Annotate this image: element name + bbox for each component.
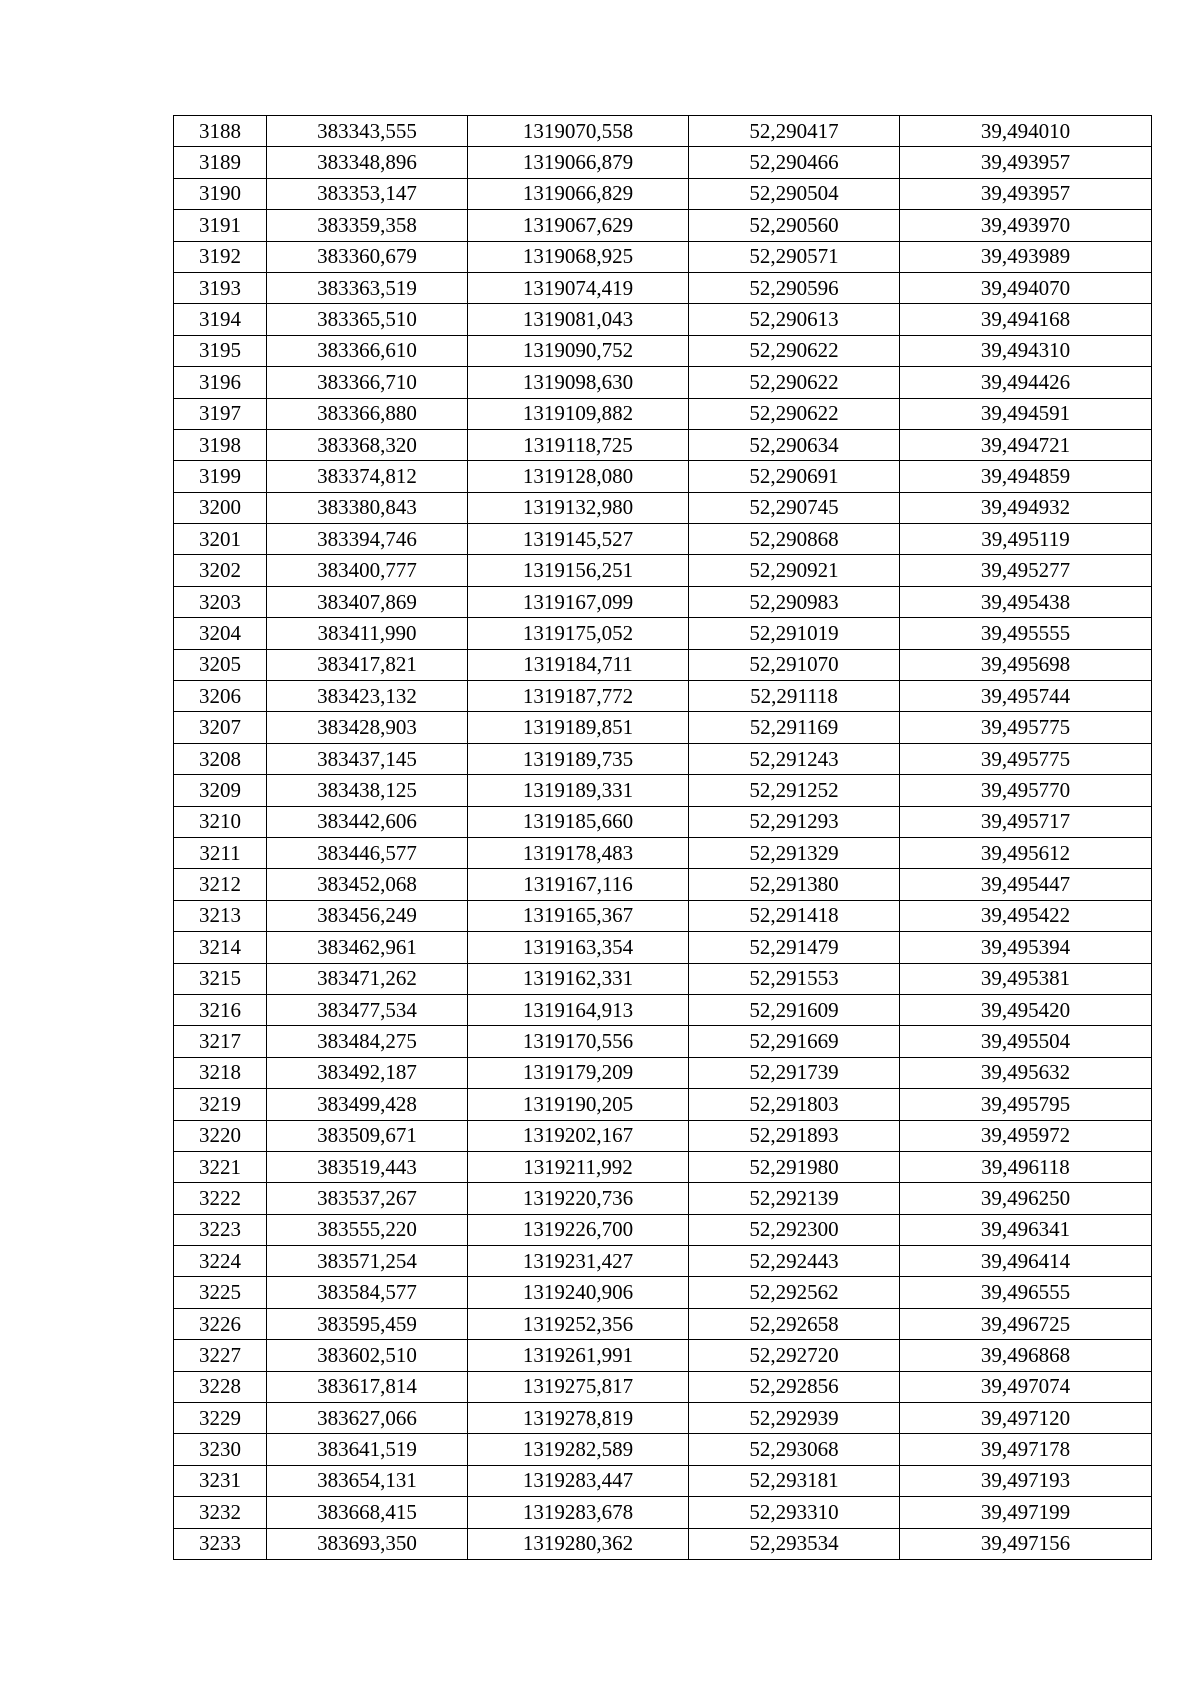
latitude-cell: 52,290868 bbox=[689, 524, 900, 555]
x-coordinate-cell: 383654,131 bbox=[267, 1465, 468, 1496]
longitude-cell: 39,495698 bbox=[900, 649, 1152, 680]
latitude-cell: 52,291609 bbox=[689, 994, 900, 1025]
longitude-cell: 39,495555 bbox=[900, 618, 1152, 649]
x-coordinate-cell: 383438,125 bbox=[267, 775, 468, 806]
x-coordinate-cell: 383668,415 bbox=[267, 1497, 468, 1528]
x-coordinate-cell: 383407,869 bbox=[267, 586, 468, 617]
y-coordinate-cell: 1319261,991 bbox=[468, 1340, 689, 1371]
longitude-cell: 39,495420 bbox=[900, 994, 1152, 1025]
longitude-cell: 39,496414 bbox=[900, 1246, 1152, 1277]
point-number-cell: 3218 bbox=[174, 1057, 267, 1088]
point-number-cell: 3231 bbox=[174, 1465, 267, 1496]
table-row bbox=[174, 241, 1152, 272]
point-number-cell: 3216 bbox=[174, 994, 267, 1025]
longitude-cell: 39,495795 bbox=[900, 1089, 1152, 1120]
point-number-cell: 3200 bbox=[174, 492, 267, 523]
y-coordinate-cell: 1319066,829 bbox=[468, 178, 689, 209]
table-row bbox=[174, 775, 1152, 806]
x-coordinate-cell: 383442,606 bbox=[267, 806, 468, 837]
longitude-cell: 39,497178 bbox=[900, 1434, 1152, 1465]
x-coordinate-cell: 383348,896 bbox=[267, 147, 468, 178]
latitude-cell: 52,292300 bbox=[689, 1214, 900, 1245]
x-coordinate-cell: 383452,068 bbox=[267, 869, 468, 900]
table-row bbox=[174, 304, 1152, 335]
longitude-cell: 39,496725 bbox=[900, 1308, 1152, 1339]
point-number-cell: 3213 bbox=[174, 900, 267, 931]
y-coordinate-cell: 1319109,882 bbox=[468, 398, 689, 429]
point-number-cell: 3227 bbox=[174, 1340, 267, 1371]
table-row bbox=[174, 837, 1152, 868]
table-row bbox=[174, 335, 1152, 366]
longitude-cell: 39,494310 bbox=[900, 335, 1152, 366]
point-number-cell: 3195 bbox=[174, 335, 267, 366]
x-coordinate-cell: 383366,610 bbox=[267, 335, 468, 366]
table-row bbox=[174, 524, 1152, 555]
x-coordinate-cell: 383519,443 bbox=[267, 1151, 468, 1182]
x-coordinate-cell: 383343,555 bbox=[267, 116, 468, 147]
latitude-cell: 52,291980 bbox=[689, 1151, 900, 1182]
table-row bbox=[174, 932, 1152, 963]
table-row bbox=[174, 178, 1152, 209]
y-coordinate-cell: 1319189,735 bbox=[468, 743, 689, 774]
table-row bbox=[174, 1403, 1152, 1434]
table-row bbox=[174, 618, 1152, 649]
table-row bbox=[174, 1434, 1152, 1465]
latitude-cell: 52,290622 bbox=[689, 398, 900, 429]
latitude-cell: 52,291070 bbox=[689, 649, 900, 680]
latitude-cell: 52,293068 bbox=[689, 1434, 900, 1465]
longitude-cell: 39,493957 bbox=[900, 178, 1152, 209]
point-number-cell: 3202 bbox=[174, 555, 267, 586]
y-coordinate-cell: 1319240,906 bbox=[468, 1277, 689, 1308]
x-coordinate-cell: 383360,679 bbox=[267, 241, 468, 272]
longitude-cell: 39,496250 bbox=[900, 1183, 1152, 1214]
longitude-cell: 39,494070 bbox=[900, 272, 1152, 303]
longitude-cell: 39,496555 bbox=[900, 1277, 1152, 1308]
table-row bbox=[174, 147, 1152, 178]
point-number-cell: 3197 bbox=[174, 398, 267, 429]
latitude-cell: 52,292139 bbox=[689, 1183, 900, 1214]
x-coordinate-cell: 383477,534 bbox=[267, 994, 468, 1025]
y-coordinate-cell: 1319231,427 bbox=[468, 1246, 689, 1277]
x-coordinate-cell: 383374,812 bbox=[267, 461, 468, 492]
x-coordinate-cell: 383499,428 bbox=[267, 1089, 468, 1120]
latitude-cell: 52,291243 bbox=[689, 743, 900, 774]
latitude-cell: 52,291803 bbox=[689, 1089, 900, 1120]
table-row bbox=[174, 367, 1152, 398]
longitude-cell: 39,496118 bbox=[900, 1151, 1152, 1182]
y-coordinate-cell: 1319226,700 bbox=[468, 1214, 689, 1245]
latitude-cell: 52,291329 bbox=[689, 837, 900, 868]
y-coordinate-cell: 1319278,819 bbox=[468, 1403, 689, 1434]
latitude-cell: 52,291739 bbox=[689, 1057, 900, 1088]
y-coordinate-cell: 1319165,367 bbox=[468, 900, 689, 931]
point-number-cell: 3232 bbox=[174, 1497, 267, 1528]
point-number-cell: 3198 bbox=[174, 429, 267, 460]
point-number-cell: 3209 bbox=[174, 775, 267, 806]
y-coordinate-cell: 1319070,558 bbox=[468, 116, 689, 147]
longitude-cell: 39,495394 bbox=[900, 932, 1152, 963]
point-number-cell: 3203 bbox=[174, 586, 267, 617]
point-number-cell: 3222 bbox=[174, 1183, 267, 1214]
y-coordinate-cell: 1319202,167 bbox=[468, 1120, 689, 1151]
y-coordinate-cell: 1319178,483 bbox=[468, 837, 689, 868]
table-row bbox=[174, 429, 1152, 460]
latitude-cell: 52,291380 bbox=[689, 869, 900, 900]
point-number-cell: 3188 bbox=[174, 116, 267, 147]
point-number-cell: 3214 bbox=[174, 932, 267, 963]
latitude-cell: 52,290921 bbox=[689, 555, 900, 586]
longitude-cell: 39,495775 bbox=[900, 712, 1152, 743]
x-coordinate-cell: 383437,145 bbox=[267, 743, 468, 774]
point-number-cell: 3196 bbox=[174, 367, 267, 398]
longitude-cell: 39,493957 bbox=[900, 147, 1152, 178]
y-coordinate-cell: 1319167,099 bbox=[468, 586, 689, 617]
x-coordinate-cell: 383471,262 bbox=[267, 963, 468, 994]
x-coordinate-cell: 383456,249 bbox=[267, 900, 468, 931]
longitude-cell: 39,497193 bbox=[900, 1465, 1152, 1496]
table-row bbox=[174, 963, 1152, 994]
y-coordinate-cell: 1319252,356 bbox=[468, 1308, 689, 1339]
latitude-cell: 52,291553 bbox=[689, 963, 900, 994]
latitude-cell: 52,291893 bbox=[689, 1120, 900, 1151]
latitude-cell: 52,293534 bbox=[689, 1528, 900, 1559]
y-coordinate-cell: 1319283,678 bbox=[468, 1497, 689, 1528]
x-coordinate-cell: 383492,187 bbox=[267, 1057, 468, 1088]
longitude-cell: 39,497156 bbox=[900, 1528, 1152, 1559]
table-row bbox=[174, 555, 1152, 586]
latitude-cell: 52,290571 bbox=[689, 241, 900, 272]
point-number-cell: 3220 bbox=[174, 1120, 267, 1151]
longitude-cell: 39,495775 bbox=[900, 743, 1152, 774]
longitude-cell: 39,497120 bbox=[900, 1403, 1152, 1434]
latitude-cell: 52,290560 bbox=[689, 210, 900, 241]
x-coordinate-cell: 383394,746 bbox=[267, 524, 468, 555]
point-number-cell: 3210 bbox=[174, 806, 267, 837]
x-coordinate-cell: 383428,903 bbox=[267, 712, 468, 743]
longitude-cell: 39,495504 bbox=[900, 1026, 1152, 1057]
y-coordinate-cell: 1319170,556 bbox=[468, 1026, 689, 1057]
latitude-cell: 52,291418 bbox=[689, 900, 900, 931]
table-row bbox=[174, 712, 1152, 743]
longitude-cell: 39,494721 bbox=[900, 429, 1152, 460]
longitude-cell: 39,495612 bbox=[900, 837, 1152, 868]
x-coordinate-cell: 383366,880 bbox=[267, 398, 468, 429]
point-number-cell: 3225 bbox=[174, 1277, 267, 1308]
latitude-cell: 52,290596 bbox=[689, 272, 900, 303]
table-row bbox=[174, 210, 1152, 241]
x-coordinate-cell: 383359,358 bbox=[267, 210, 468, 241]
longitude-cell: 39,495744 bbox=[900, 681, 1152, 712]
latitude-cell: 52,293181 bbox=[689, 1465, 900, 1496]
y-coordinate-cell: 1319156,251 bbox=[468, 555, 689, 586]
latitude-cell: 52,291252 bbox=[689, 775, 900, 806]
table-row bbox=[174, 1026, 1152, 1057]
x-coordinate-cell: 383462,961 bbox=[267, 932, 468, 963]
y-coordinate-cell: 1319066,879 bbox=[468, 147, 689, 178]
point-number-cell: 3192 bbox=[174, 241, 267, 272]
x-coordinate-cell: 383353,147 bbox=[267, 178, 468, 209]
latitude-cell: 52,290622 bbox=[689, 335, 900, 366]
y-coordinate-cell: 1319074,419 bbox=[468, 272, 689, 303]
point-number-cell: 3219 bbox=[174, 1089, 267, 1120]
y-coordinate-cell: 1319189,331 bbox=[468, 775, 689, 806]
point-number-cell: 3189 bbox=[174, 147, 267, 178]
point-number-cell: 3215 bbox=[174, 963, 267, 994]
point-number-cell: 3211 bbox=[174, 837, 267, 868]
x-coordinate-cell: 383693,350 bbox=[267, 1528, 468, 1559]
table-row bbox=[174, 1308, 1152, 1339]
x-coordinate-cell: 383602,510 bbox=[267, 1340, 468, 1371]
longitude-cell: 39,494932 bbox=[900, 492, 1152, 523]
table-row bbox=[174, 492, 1152, 523]
x-coordinate-cell: 383368,320 bbox=[267, 429, 468, 460]
x-coordinate-cell: 383641,519 bbox=[267, 1434, 468, 1465]
latitude-cell: 52,290417 bbox=[689, 116, 900, 147]
latitude-cell: 52,292939 bbox=[689, 1403, 900, 1434]
x-coordinate-cell: 383537,267 bbox=[267, 1183, 468, 1214]
y-coordinate-cell: 1319280,362 bbox=[468, 1528, 689, 1559]
table-row bbox=[174, 869, 1152, 900]
table-row bbox=[174, 461, 1152, 492]
longitude-cell: 39,495119 bbox=[900, 524, 1152, 555]
longitude-cell: 39,494168 bbox=[900, 304, 1152, 335]
latitude-cell: 52,290691 bbox=[689, 461, 900, 492]
longitude-cell: 39,495422 bbox=[900, 900, 1152, 931]
y-coordinate-cell: 1319190,205 bbox=[468, 1089, 689, 1120]
y-coordinate-cell: 1319132,980 bbox=[468, 492, 689, 523]
latitude-cell: 52,291669 bbox=[689, 1026, 900, 1057]
latitude-cell: 52,292720 bbox=[689, 1340, 900, 1371]
latitude-cell: 52,292562 bbox=[689, 1277, 900, 1308]
table-row bbox=[174, 1528, 1152, 1559]
y-coordinate-cell: 1319179,209 bbox=[468, 1057, 689, 1088]
table-row bbox=[174, 116, 1152, 147]
table-row bbox=[174, 1277, 1152, 1308]
latitude-cell: 52,291118 bbox=[689, 681, 900, 712]
table-row bbox=[174, 1057, 1152, 1088]
longitude-cell: 39,495770 bbox=[900, 775, 1152, 806]
x-coordinate-cell: 383571,254 bbox=[267, 1246, 468, 1277]
point-number-cell: 3199 bbox=[174, 461, 267, 492]
x-coordinate-cell: 383446,577 bbox=[267, 837, 468, 868]
y-coordinate-cell: 1319283,447 bbox=[468, 1465, 689, 1496]
table-row bbox=[174, 1214, 1152, 1245]
latitude-cell: 52,293310 bbox=[689, 1497, 900, 1528]
latitude-cell: 52,290745 bbox=[689, 492, 900, 523]
latitude-cell: 52,290613 bbox=[689, 304, 900, 335]
longitude-cell: 39,495438 bbox=[900, 586, 1152, 617]
y-coordinate-cell: 1319187,772 bbox=[468, 681, 689, 712]
x-coordinate-cell: 383380,843 bbox=[267, 492, 468, 523]
longitude-cell: 39,496868 bbox=[900, 1340, 1152, 1371]
table-row bbox=[174, 272, 1152, 303]
x-coordinate-cell: 383595,459 bbox=[267, 1308, 468, 1339]
y-coordinate-cell: 1319090,752 bbox=[468, 335, 689, 366]
table-row bbox=[174, 1089, 1152, 1120]
y-coordinate-cell: 1319189,851 bbox=[468, 712, 689, 743]
y-coordinate-cell: 1319145,527 bbox=[468, 524, 689, 555]
y-coordinate-cell: 1319175,052 bbox=[468, 618, 689, 649]
y-coordinate-cell: 1319068,925 bbox=[468, 241, 689, 272]
point-number-cell: 3233 bbox=[174, 1528, 267, 1559]
point-number-cell: 3201 bbox=[174, 524, 267, 555]
x-coordinate-cell: 383411,990 bbox=[267, 618, 468, 649]
x-coordinate-cell: 383400,777 bbox=[267, 555, 468, 586]
longitude-cell: 39,493989 bbox=[900, 241, 1152, 272]
x-coordinate-cell: 383417,821 bbox=[267, 649, 468, 680]
point-number-cell: 3223 bbox=[174, 1214, 267, 1245]
table-row bbox=[174, 1497, 1152, 1528]
longitude-cell: 39,494010 bbox=[900, 116, 1152, 147]
x-coordinate-cell: 383366,710 bbox=[267, 367, 468, 398]
longitude-cell: 39,495277 bbox=[900, 555, 1152, 586]
y-coordinate-cell: 1319275,817 bbox=[468, 1371, 689, 1402]
coordinates-table-body bbox=[174, 116, 1152, 1560]
point-number-cell: 3230 bbox=[174, 1434, 267, 1465]
x-coordinate-cell: 383555,220 bbox=[267, 1214, 468, 1245]
y-coordinate-cell: 1319211,992 bbox=[468, 1151, 689, 1182]
point-number-cell: 3205 bbox=[174, 649, 267, 680]
y-coordinate-cell: 1319220,736 bbox=[468, 1183, 689, 1214]
y-coordinate-cell: 1319282,589 bbox=[468, 1434, 689, 1465]
y-coordinate-cell: 1319167,116 bbox=[468, 869, 689, 900]
latitude-cell: 52,290622 bbox=[689, 367, 900, 398]
y-coordinate-cell: 1319164,913 bbox=[468, 994, 689, 1025]
point-number-cell: 3221 bbox=[174, 1151, 267, 1182]
table-row bbox=[174, 1120, 1152, 1151]
longitude-cell: 39,497074 bbox=[900, 1371, 1152, 1402]
table-row bbox=[174, 398, 1152, 429]
y-coordinate-cell: 1319184,711 bbox=[468, 649, 689, 680]
table-row bbox=[174, 681, 1152, 712]
x-coordinate-cell: 383365,510 bbox=[267, 304, 468, 335]
point-number-cell: 3193 bbox=[174, 272, 267, 303]
point-number-cell: 3229 bbox=[174, 1403, 267, 1434]
latitude-cell: 52,290983 bbox=[689, 586, 900, 617]
table-row bbox=[174, 900, 1152, 931]
x-coordinate-cell: 383423,132 bbox=[267, 681, 468, 712]
point-number-cell: 3226 bbox=[174, 1308, 267, 1339]
x-coordinate-cell: 383484,275 bbox=[267, 1026, 468, 1057]
point-number-cell: 3217 bbox=[174, 1026, 267, 1057]
latitude-cell: 52,291293 bbox=[689, 806, 900, 837]
point-number-cell: 3207 bbox=[174, 712, 267, 743]
table-row bbox=[174, 806, 1152, 837]
longitude-cell: 39,494859 bbox=[900, 461, 1152, 492]
y-coordinate-cell: 1319081,043 bbox=[468, 304, 689, 335]
table-row bbox=[174, 1183, 1152, 1214]
table-row bbox=[174, 1246, 1152, 1277]
y-coordinate-cell: 1319098,630 bbox=[468, 367, 689, 398]
x-coordinate-cell: 383584,577 bbox=[267, 1277, 468, 1308]
longitude-cell: 39,495972 bbox=[900, 1120, 1152, 1151]
latitude-cell: 52,291019 bbox=[689, 618, 900, 649]
table-row bbox=[174, 649, 1152, 680]
longitude-cell: 39,496341 bbox=[900, 1214, 1152, 1245]
x-coordinate-cell: 383363,519 bbox=[267, 272, 468, 303]
latitude-cell: 52,290634 bbox=[689, 429, 900, 460]
y-coordinate-cell: 1319067,629 bbox=[468, 210, 689, 241]
table-row bbox=[174, 1151, 1152, 1182]
table-row bbox=[174, 1371, 1152, 1402]
table-row bbox=[174, 586, 1152, 617]
latitude-cell: 52,291169 bbox=[689, 712, 900, 743]
y-coordinate-cell: 1319163,354 bbox=[468, 932, 689, 963]
x-coordinate-cell: 383617,814 bbox=[267, 1371, 468, 1402]
longitude-cell: 39,495632 bbox=[900, 1057, 1152, 1088]
x-coordinate-cell: 383627,066 bbox=[267, 1403, 468, 1434]
latitude-cell: 52,292443 bbox=[689, 1246, 900, 1277]
point-number-cell: 3212 bbox=[174, 869, 267, 900]
point-number-cell: 3224 bbox=[174, 1246, 267, 1277]
point-number-cell: 3208 bbox=[174, 743, 267, 774]
point-number-cell: 3191 bbox=[174, 210, 267, 241]
table-row bbox=[174, 743, 1152, 774]
point-number-cell: 3204 bbox=[174, 618, 267, 649]
longitude-cell: 39,494591 bbox=[900, 398, 1152, 429]
y-coordinate-cell: 1319128,080 bbox=[468, 461, 689, 492]
coordinates-table bbox=[173, 115, 1152, 1560]
point-number-cell: 3206 bbox=[174, 681, 267, 712]
y-coordinate-cell: 1319162,331 bbox=[468, 963, 689, 994]
longitude-cell: 39,494426 bbox=[900, 367, 1152, 398]
latitude-cell: 52,292856 bbox=[689, 1371, 900, 1402]
x-coordinate-cell: 383509,671 bbox=[267, 1120, 468, 1151]
table-row bbox=[174, 1465, 1152, 1496]
table-row bbox=[174, 994, 1152, 1025]
longitude-cell: 39,495447 bbox=[900, 869, 1152, 900]
point-number-cell: 3194 bbox=[174, 304, 267, 335]
y-coordinate-cell: 1319118,725 bbox=[468, 429, 689, 460]
longitude-cell: 39,497199 bbox=[900, 1497, 1152, 1528]
longitude-cell: 39,495717 bbox=[900, 806, 1152, 837]
y-coordinate-cell: 1319185,660 bbox=[468, 806, 689, 837]
point-number-cell: 3190 bbox=[174, 178, 267, 209]
latitude-cell: 52,291479 bbox=[689, 932, 900, 963]
latitude-cell: 52,290466 bbox=[689, 147, 900, 178]
longitude-cell: 39,493970 bbox=[900, 210, 1152, 241]
longitude-cell: 39,495381 bbox=[900, 963, 1152, 994]
latitude-cell: 52,290504 bbox=[689, 178, 900, 209]
latitude-cell: 52,292658 bbox=[689, 1308, 900, 1339]
point-number-cell: 3228 bbox=[174, 1371, 267, 1402]
table-row bbox=[174, 1340, 1152, 1371]
